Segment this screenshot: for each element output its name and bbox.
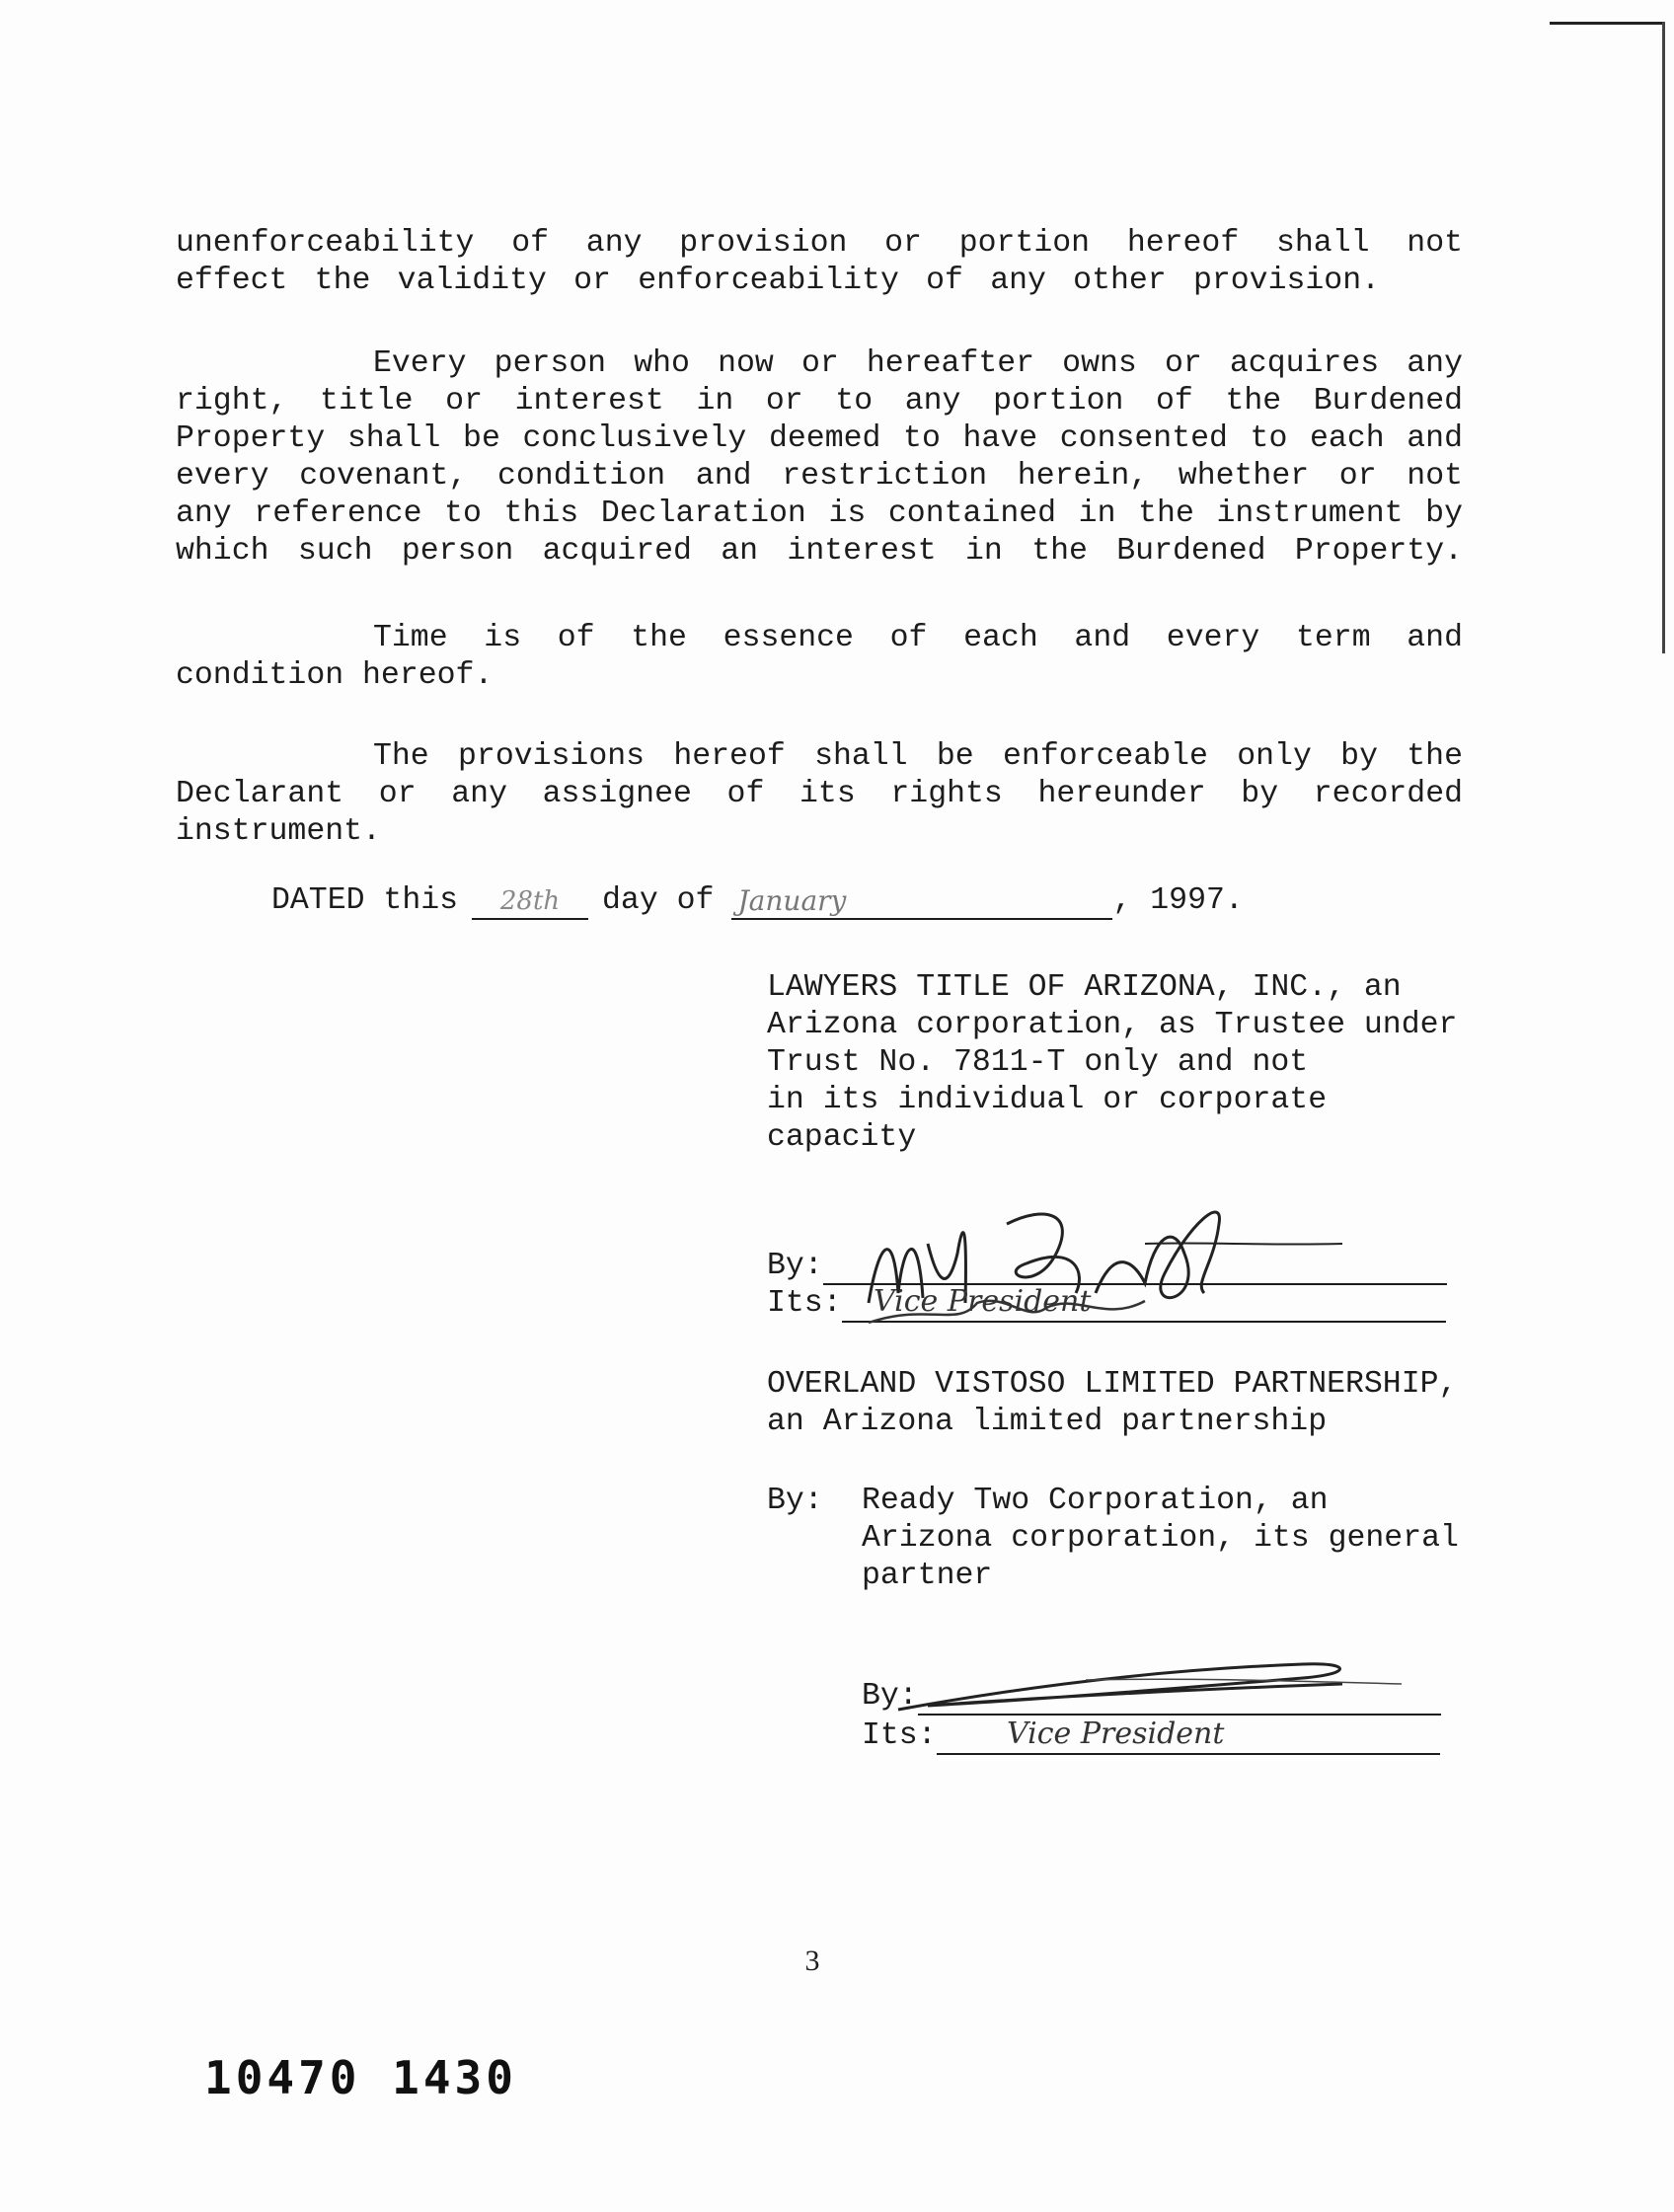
paragraph-line: condition hereof.: [176, 658, 494, 693]
signatory-line: an Arizona limited partnership: [767, 1405, 1328, 1439]
paragraph-line: effect the validity or enforceability of any other provision.: [176, 264, 1380, 298]
general-partner-line: Ready Two Corporation, an: [862, 1484, 1329, 1518]
signatory-line: capacity: [767, 1120, 917, 1155]
paragraph-line: The provisions hereof shall be enforceable only by the: [373, 739, 1463, 774]
signatory-line: Arizona corporation, as Trustee under: [767, 1008, 1458, 1042]
paragraph-consent: [176, 345, 1463, 571]
general-partner-block: [767, 1483, 1459, 1595]
paragraph-line: which such person acquired an interest in the Burdened Property.: [176, 534, 1463, 569]
general-partner-line: Arizona corporation, its general: [862, 1521, 1459, 1556]
paragraph-line: any reference to this Declaration is contained in the instrument by: [176, 496, 1463, 531]
dated-line: [271, 882, 1244, 920]
signatory-line: in its individual or corporate: [767, 1083, 1328, 1117]
dated-prefix: DATED this: [271, 883, 459, 918]
paragraph-line: Property shall be conclusively deemed to have consented to each and: [176, 421, 1463, 456]
paragraph-severability: [176, 225, 1463, 300]
recording-stamp: 10470 1430: [204, 2051, 517, 2104]
general-partner-text: [862, 1483, 1459, 1595]
paragraph-line: every covenant, condition and restriction herein, whether or not: [176, 459, 1463, 494]
dated-day-handwritten: 28th: [499, 886, 561, 916]
dated-month-handwritten: January: [737, 884, 847, 917]
scan-edge-line: [1662, 22, 1665, 653]
by-label: By:: [862, 1679, 918, 1714]
handwritten-title-2: Vice President: [1007, 1716, 1225, 1751]
paragraph-time-essence: [176, 620, 1463, 695]
paragraph-line: right, title or interest in or to any portion of the Burdened: [176, 384, 1463, 419]
general-partner-line: partner: [862, 1559, 993, 1593]
paragraph-enforceability: [176, 738, 1463, 851]
dated-year: , 1997.: [1112, 883, 1244, 918]
dated-day-field: [472, 882, 588, 920]
paragraph-line: Time is of the essence of each and every term and: [373, 621, 1463, 655]
paragraph-line: instrument.: [176, 814, 381, 849]
page-number: 3: [804, 1945, 820, 1977]
signatory-line: OVERLAND VISTOSO LIMITED PARTNERSHIP,: [767, 1367, 1458, 1402]
paragraph-line: Declarant or any assignee of its rights hereunder by recorded: [176, 777, 1463, 811]
signatory-line: LAWYERS TITLE OF ARIZONA, INC., an: [767, 970, 1402, 1005]
signatory-block-lawyers-title: [767, 969, 1468, 1157]
paragraph-line: unenforceability of any provision or portion hereof shall not: [176, 226, 1463, 261]
by-label: By:: [767, 1484, 823, 1518]
dated-middle: day of: [602, 883, 715, 918]
paragraph-line: Every person who now or hereafter owns or acquires any: [373, 346, 1463, 381]
its-label: Its:: [862, 1718, 937, 1753]
its-label: Its:: [767, 1286, 842, 1321]
scan-edge-mark: [1550, 22, 1664, 25]
dated-month-field: [731, 882, 1112, 920]
signatory-line: Trust No. 7811-T only and not: [767, 1045, 1309, 1080]
signatory-block-overland: [767, 1366, 1468, 1441]
handwritten-title-1: Vice President: [874, 1284, 1092, 1319]
by-label: By:: [767, 1249, 823, 1283]
